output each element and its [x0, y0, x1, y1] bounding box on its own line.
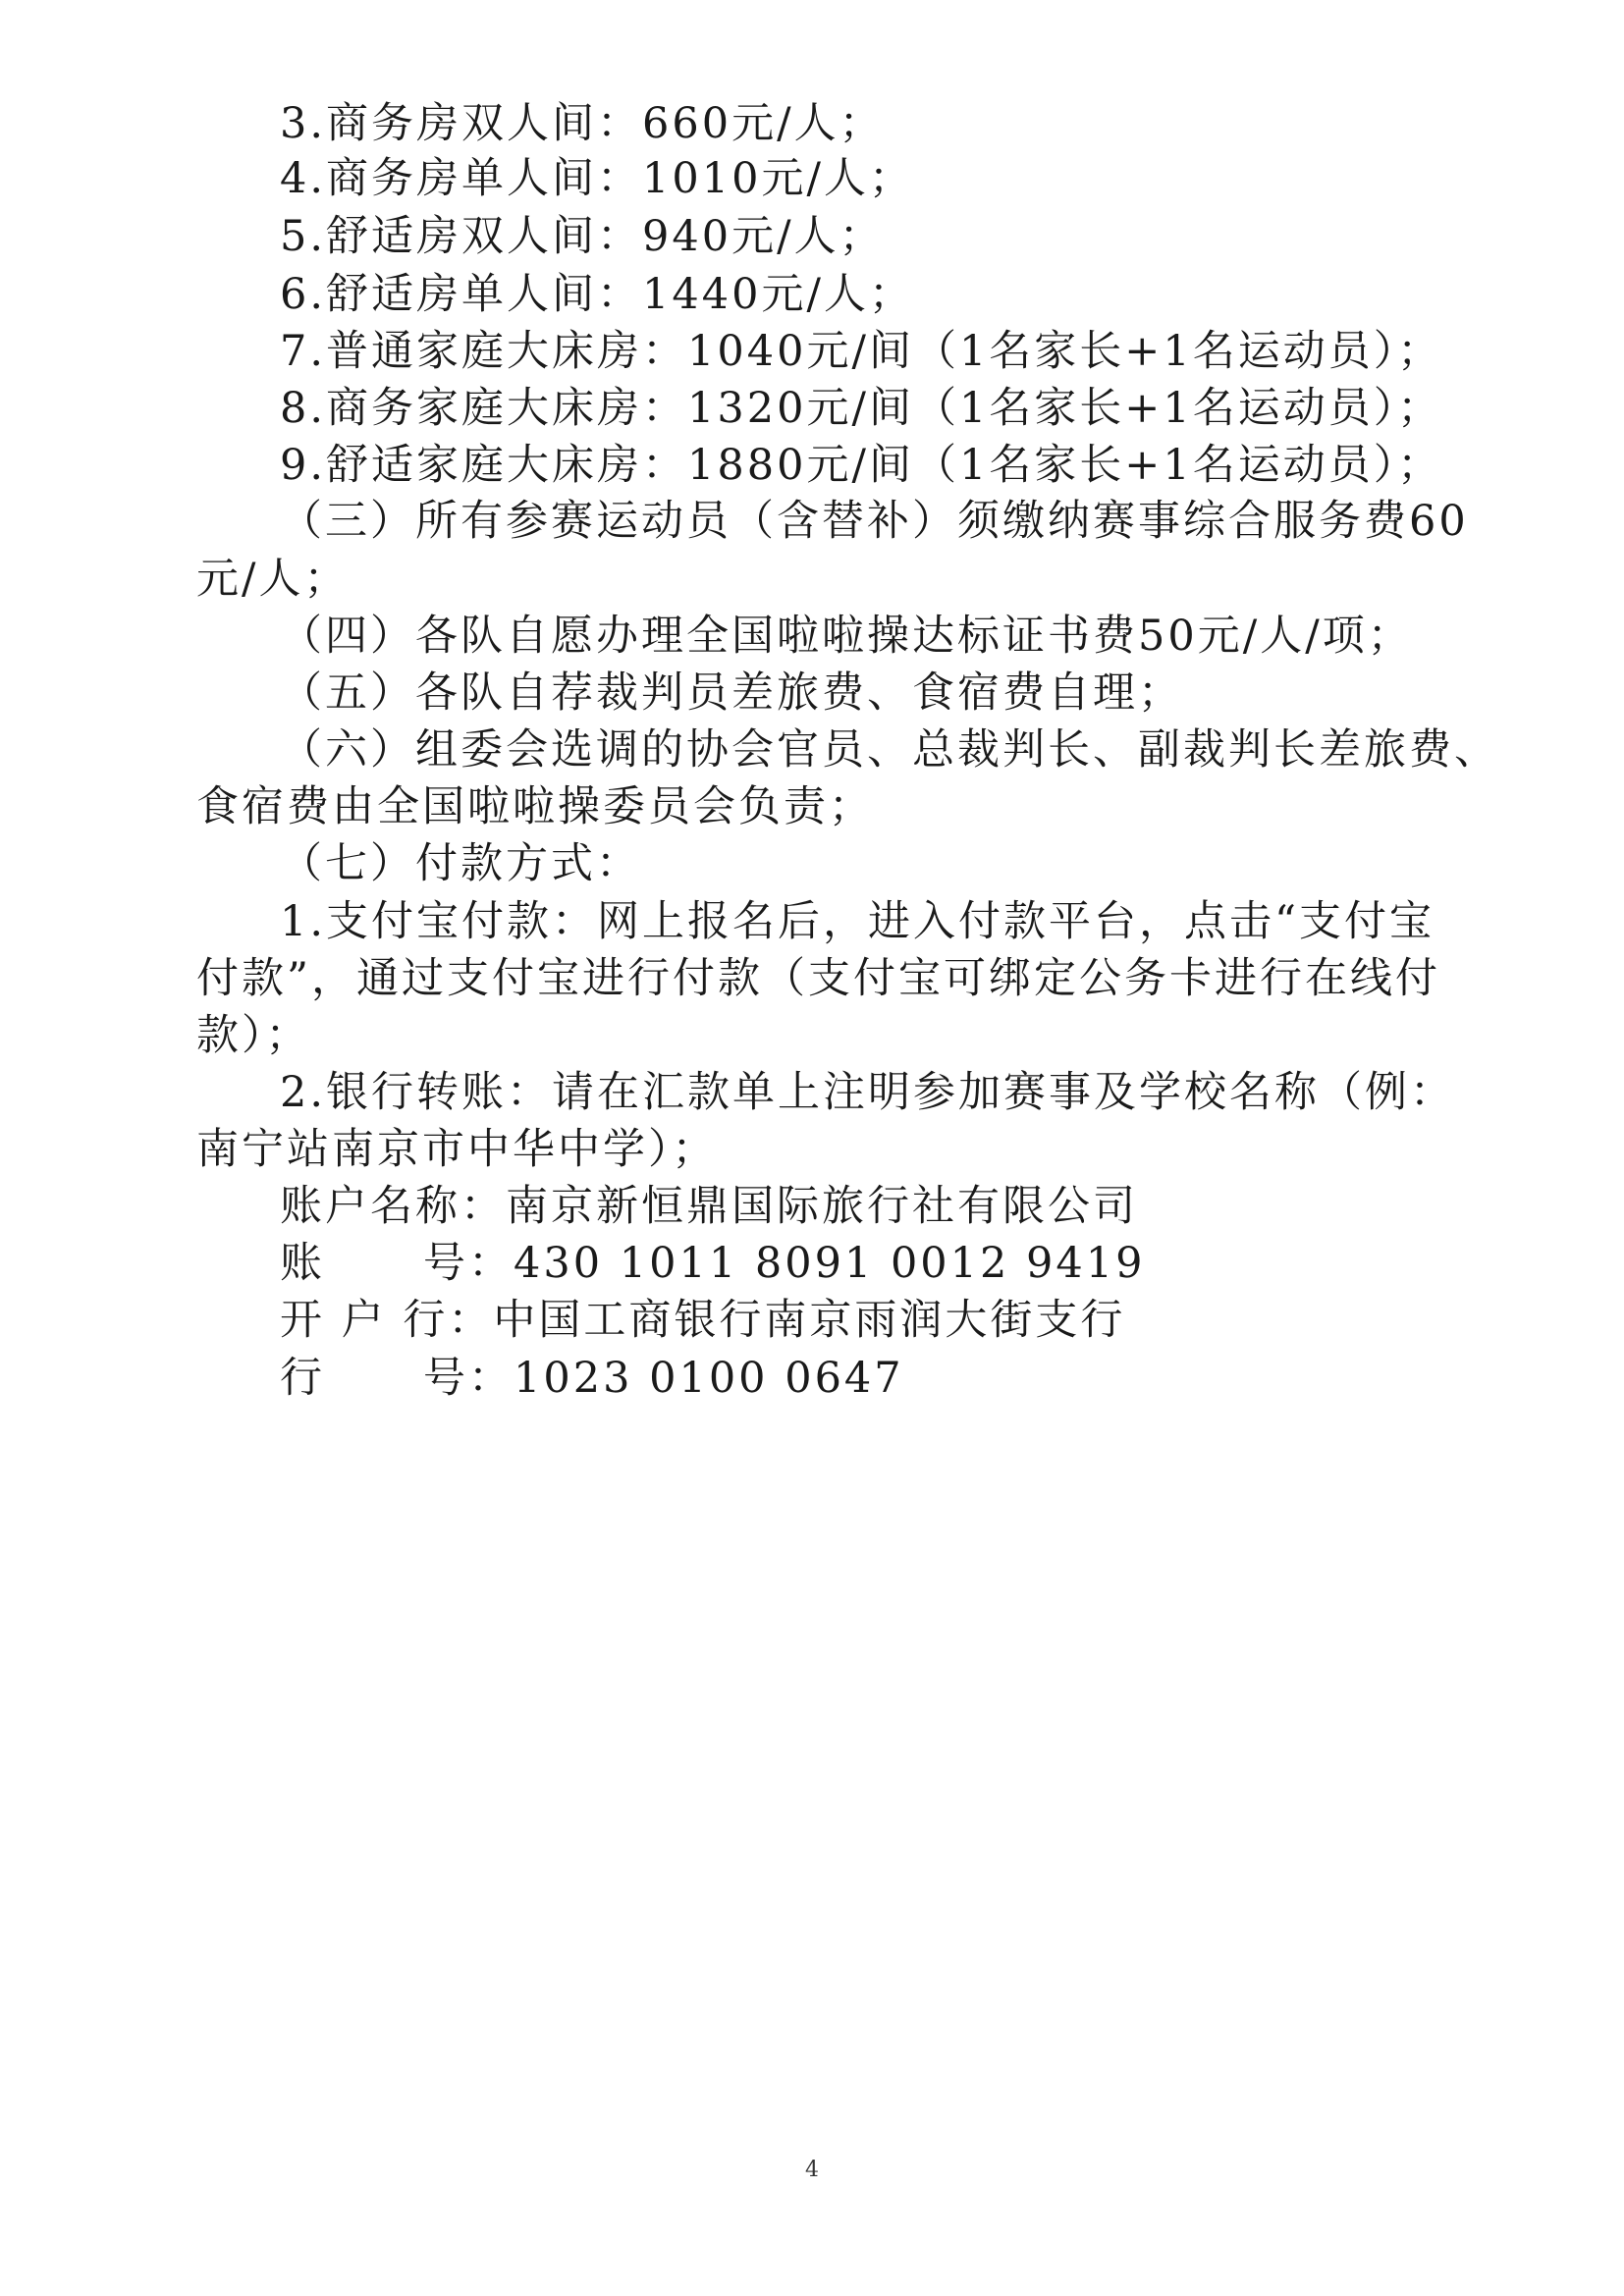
text-line-section-7: （七）付款方式： [280, 839, 641, 888]
bank-branch-line: 开 户 行：中国工商银行南京雨润大街支行 [280, 1296, 1126, 1345]
text-line-room-7: 7.普通家庭大床房：1040元/间（1名家长+1名运动员）； [280, 327, 1443, 376]
text-line-payment-1-end: 款）； [196, 1011, 311, 1060]
text-line-room-4: 4.商务房单人间：1010元/人； [280, 154, 914, 203]
text-line-section-5: （五）各队自荐裁判员差旅费、食宿费自理； [280, 668, 1183, 718]
text-line-room-9: 9.舒适家庭大床房：1880元/间（1名家长+1名运动员）； [280, 441, 1443, 490]
text-line-payment-1: 1.支付宝付款：网上报名后，进入付款平台，点击“支付宝 [280, 897, 1435, 946]
text-line-section-4: （四）各队自愿办理全国啦啦操达标证书费50元/人/项； [280, 612, 1413, 661]
text-line-section-6-cont: 食宿费由全国啦啦操委员会负责； [196, 782, 874, 831]
text-line-section-3-cont: 元/人； [196, 555, 350, 604]
account-name-line: 账户名称：南京新恒鼎国际旅行社有限公司 [280, 1182, 1138, 1231]
text-line-section-3: （三）所有参赛运动员（含替补）须缴纳赛事综合服务费60 [280, 497, 1469, 546]
text-line-payment-2: 2.银行转账：请在汇款单上注明参加赛事及学校名称（例： [280, 1068, 1456, 1117]
text-line-section-6: （六）组委会选调的协会官员、总裁判长、副裁判长差旅费、 [280, 725, 1499, 774]
text-line-room-8: 8.商务家庭大床房：1320元/间（1名家长+1名运动员）； [280, 384, 1443, 433]
text-line-room-3: 3.商务房双人间：660元/人； [280, 99, 885, 148]
text-line-payment-2-cont: 南宁站南京市中华中学）； [196, 1125, 718, 1174]
page-number: 4 [805, 2158, 819, 2182]
bank-code-line: 行 号：1023 0100 0647 [280, 1354, 904, 1403]
account-number-line: 账 号：430 1011 8091 0012 9419 [280, 1239, 1146, 1288]
text-line-room-5: 5.舒适房双人间：940元/人； [280, 212, 885, 261]
text-line-payment-1-cont: 付款”，通过支付宝进行付款（支付宝可绑定公务卡进行在线付 [196, 954, 1440, 1003]
text-line-room-6: 6.舒适房单人间：1440元/人； [280, 270, 914, 319]
